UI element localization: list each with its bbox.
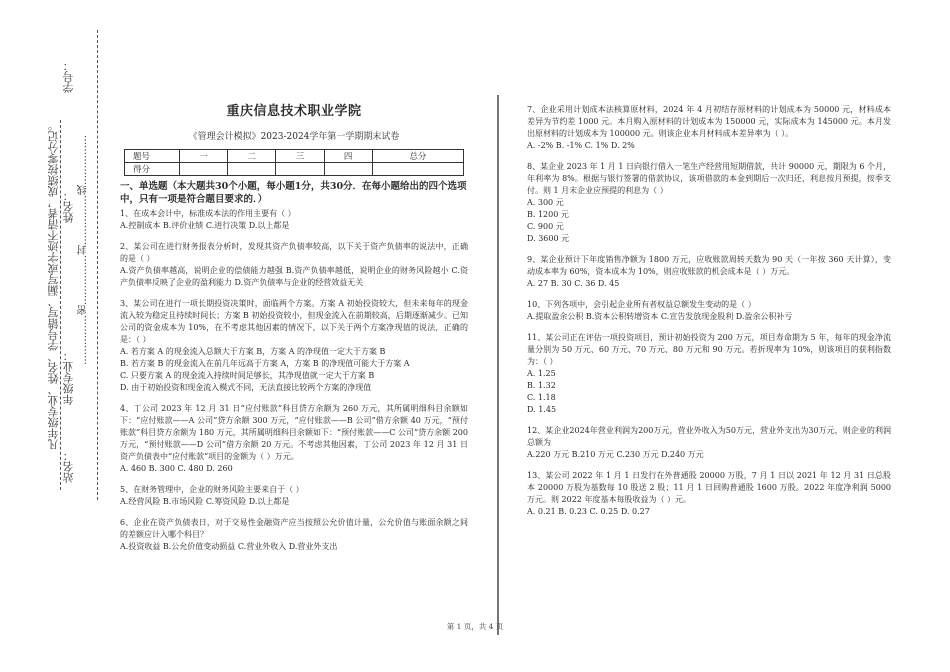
question-options: A.提取盈余公积 B.资本公积转增资本 C.宣告发放现金股利 D.盈余公积补亏 <box>527 312 793 321</box>
question-option: C. 只要方案 A 的现金流入持续时间足够长，其净现值就一定大于方案 B <box>120 371 375 380</box>
student-id-label: 学号： <box>62 60 75 93</box>
question-text: 2、某公司在进行财务报表分析时，发现其资产负债率较高，以下关于资产负债率的说法中，正确的是（ ） <box>120 242 468 263</box>
score-cell[interactable] <box>228 163 276 176</box>
question <box>527 425 891 461</box>
question-options: A. 27 B. 30 C. 36 D. 45 <box>527 279 620 288</box>
cut-line-inner <box>97 30 98 500</box>
question-text: 9、某企业预计下年度销售净额为 1800 万元，应收账款周转天数为 90 天（一年按 360 天计算），变动成本率为 60%，资本成本为 10%，则应收账款的机会成本是（ ）万元。 <box>527 255 891 276</box>
cut-line-outer <box>60 120 61 490</box>
question <box>527 299 891 323</box>
question <box>527 161 891 245</box>
score-header-cell: 四 <box>324 150 372 163</box>
question-option: C. 1.18 <box>527 393 556 402</box>
right-column <box>527 104 891 527</box>
question-options: A.资产负债率越高，说明企业的偿债能力越强 B.资产负债率越低，说明企业的财务风险越小 C.资产负债率反映了企业的盈利能力 D.资产负债率与企业的经营效益无关 <box>120 266 468 287</box>
question <box>120 208 468 232</box>
question <box>120 298 468 394</box>
question-option: B. 1200 元 <box>527 210 569 219</box>
score-cell[interactable] <box>180 163 228 176</box>
question-text: 7、企业采用计划成本法核算原材料，2024 年 4 月初结存原材料的计划成本为 50000 元，材料成本差异为节约差 1000 元。本月购入原材料的计划成本为 150000 元，实际成本为 145000 元。本月发出原材料的计划成本为 100000 元。则该企业本月材料成本差异率为（ ）。 <box>527 105 891 138</box>
score-header-cell: 题号 <box>125 150 180 163</box>
question-text: 3、某公司在进行一项长期投资决策时，面临两个方案。方案 A 初始投资较大，但未来每年的现金流入较为稳定且持续时间长；方案 B 初始投资较小，但现金流入在前期较高，后期逐渐减少。已知公司的资金成本为 10%，在不考虑其他因素的情况下，以下关于两个方案净现值的说法，正确的是：（ ） <box>120 299 468 344</box>
question <box>527 470 891 518</box>
question-option: C. 900 元 <box>527 222 564 231</box>
question-option: D. 3600 元 <box>527 234 570 243</box>
question-text: 8、某企业 2023 年 1 月 1 日向银行借入一笔生产经营用短期借款，共计 90000 元，期限为 6 个月，年利率为 8%。根据与银行签署的借款协议，该项借款的本金到期后一次归还，利息按月预提，按季支付。则 1 月末企业应预提的利息为（ ） <box>527 162 891 195</box>
question-options: A. 460 B. 300 C. 480 D. 260 <box>120 464 233 473</box>
question-option: A. 300 元 <box>527 198 564 207</box>
column-divider <box>497 95 499 635</box>
name-label: 姓名： <box>62 190 75 223</box>
notice-text: 凡年级专业、姓名、学号错写、漏写或字迹不清者，成绩按零分记。 <box>47 120 60 450</box>
page-footer: 第 1 页，共 4 页 <box>446 622 504 631</box>
question-option: B. 1.32 <box>527 381 556 390</box>
question-options: A. 0.21 B. 0.23 C. 0.25 D. 0.27 <box>527 507 650 516</box>
question-text: 1、在成本会计中，标准成本法的作用主要有（ ） <box>120 209 296 218</box>
score-header-cell: 二 <box>228 150 276 163</box>
score-table-header-row <box>125 150 464 163</box>
question-text: 5、在财务管理中，企业的财务风险主要来自于（ ） <box>120 485 304 494</box>
question-text: 10、下列各项中，会引起企业所有者权益总额发生变动的是（ ） <box>527 300 756 309</box>
grade-major-label: 年级专业： <box>62 350 75 405</box>
question-options: A.控制成本 B.评价业绩 C.进行决策 D.以上都是 <box>120 221 290 230</box>
question <box>527 254 891 290</box>
exam-site-label: 站名： <box>62 450 75 483</box>
question-text: 6、企业在资产负债表日，对于交易性金融资产应当按照公允价值计量，公允价值与账面余额之间的差额应计入哪个科目？ <box>120 518 468 539</box>
question <box>527 104 891 152</box>
score-cell[interactable] <box>324 163 372 176</box>
school-title: 重庆信息技术职业学院 <box>226 104 362 119</box>
score-table <box>124 149 464 176</box>
score-header-cell: 一 <box>180 150 228 163</box>
question-option: D. 1.45 <box>527 405 557 414</box>
exam-title: 《管理会计模拟》2023-2024学年第一学期期末试卷 <box>188 132 400 142</box>
question <box>120 241 468 289</box>
question-options: A.经营风险 B.市场风险 C.筹资风险 D.以上都是 <box>120 497 290 506</box>
question-option: A. 若方案 A 的现金流入总额大于方案 B，方案 A 的净现值一定大于方案 B <box>120 347 386 356</box>
question <box>120 484 468 508</box>
score-header-cell: 总分 <box>372 150 463 163</box>
question-option: B. 若方案 B 的现金流入在前几年远高于方案 A，方案 B 的净现值可能大于方案 A <box>120 359 410 368</box>
binding-margin <box>0 0 110 672</box>
question-options: A.投资收益 B.公允价值变动损益 C.营业外收入 D.营业外支出 <box>120 542 338 551</box>
question <box>527 332 891 416</box>
question-text: 4、丁公司 2023 年 12 月 31 日“应付账款”科目贷方余额为 260 万元，其所属明细科目余额如下：“应付账款——A 公司”贷方余额 300 万元，“应付账款——B 公司”借方余额 40 万元，“预付账款”科目贷方余额为 180 万元，其所属明细科目余额如下：“预付账款——C 公司”贷方余额 200 万元，“预付账款——D 公司”借方余额 20 万元。不考虑其他因素，丁公司 2023 年 12 月 31 日资产负债表中“应付账款”项目的金额为（ ）万元。 <box>120 404 468 461</box>
score-table-row <box>125 163 464 176</box>
score-header-cell: 三 <box>276 150 324 163</box>
question-options: A. -2% B. -1% C. 1% D. 2% <box>527 141 635 150</box>
section-heading: 一、单选题（本大题共30个小题，每小题1分，共30分．在每小题给出的四个选项中，只有一项是符合题目要求的．） <box>120 181 467 205</box>
question <box>120 517 468 553</box>
left-column <box>120 92 468 562</box>
question-option: A. 1.25 <box>527 369 556 378</box>
question-text: 12、某企业2024年营业利润为200万元，营业外收入为50万元，营业外支出为30万元，则企业的利润总额为 <box>527 426 891 447</box>
question-options: A.220 万元 B.210 万元 C.230 万元 D.240 万元 <box>527 450 704 459</box>
score-row-label: 得分 <box>125 163 180 176</box>
score-cell[interactable] <box>276 163 324 176</box>
question-text: 13、某公司 2022 年 1 月 1 日发行在外普通股 20000 万股，7 月 1 日以 2021 年 12 月 31 日总股本 20000 万股为基数每 10 股送 2 股；11 月 1 日回购普通股 1600 万股。2022 年度净利润 5000 万元。则 2022 年度基本每股收益为（ ）元。 <box>527 471 891 504</box>
seal-line-text: ……………密……………封……………线…………… <box>78 135 89 365</box>
question-option: D. 由于初始投资和现金流入模式不同，无法直接比较两个方案的净现值 <box>120 383 372 392</box>
score-cell[interactable] <box>372 163 463 176</box>
question <box>120 403 468 475</box>
question-text: 11、某公司正在评估一项投资项目，预计初始投资为 200 万元，项目寿命期为 5 年，每年的现金净流量分别为 50 万元、60 万元、70 万元、80 万元和 90 万元。若折现率为 10%，则该项目的获利指数为：（ ） <box>527 333 891 366</box>
